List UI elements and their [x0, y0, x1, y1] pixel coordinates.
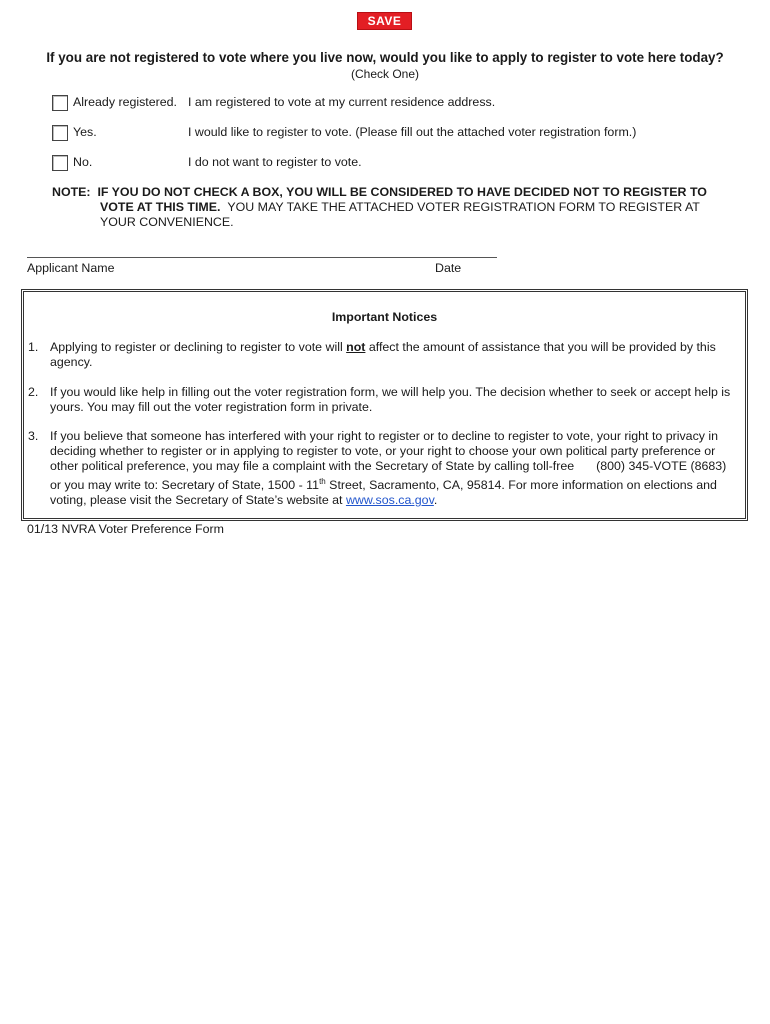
note-plain-line2: YOU MAY TAKE THE ATTACHED VOTER REGISTRATION FORM TO REGISTER AT — [227, 200, 700, 214]
option-description: I would like to register to vote. (Please fill out the attached voter registration form.) — [188, 125, 637, 139]
note-bold-line2: VOTE AT THIS TIME. — [100, 200, 221, 214]
option-description: I do not want to register to vote. — [188, 155, 362, 169]
date-label: Date — [435, 261, 462, 275]
notice-text: If you would like help in filling out the voter registration form, we will help you. The decision whether to seek or accept help is yours. You may fill out the voter registration form in private. — [50, 385, 731, 414]
notice-text — [50, 340, 740, 370]
option-label: Yes. — [73, 125, 97, 139]
applicant-name-label: Applicant Name — [27, 261, 115, 275]
notice-text-part: Applying to register or declining to register to vote will — [50, 340, 347, 354]
notice-text-part: If you believe that someone has interfered with your right to register or to decline to register to vote, your right to privacy in deciding whether to register or in applying to register to vote, or your right to choose your own political party preference or other political preference, you may file a complaint with the Secretary of State by calling toll-free — [50, 429, 719, 473]
sos-website-link[interactable]: www.sos.ca.gov — [345, 493, 434, 508]
save-button[interactable]: SAVE — [357, 12, 412, 30]
notice-emphasis: not — [346, 340, 366, 354]
ordinal-superscript: th — [319, 477, 326, 486]
note-bold-line1: IF YOU DO NOT CHECK A BOX, YOU WILL BE CONSIDERED TO HAVE DECIDED NOT TO REGISTER TO — [97, 185, 707, 199]
signature-line — [27, 257, 497, 258]
notice-item-3 — [28, 429, 740, 508]
option-label: Already registered. — [73, 95, 177, 109]
already-registered-checkbox[interactable] — [52, 95, 68, 111]
option-label: No. — [73, 155, 93, 169]
notice-number: 2. — [28, 385, 39, 399]
note-plain-line3: YOUR CONVENIENCE. — [100, 215, 234, 229]
form-footer: 01/13 NVRA Voter Preference Form — [27, 522, 224, 536]
important-notices-title: Important Notices — [331, 310, 438, 324]
notice-text-part: affect the amount of assistance that you will be provided by this agency. — [50, 340, 716, 369]
note-paragraph — [52, 185, 742, 230]
note-prefix: NOTE: — [52, 185, 91, 199]
notice-text-part: . — [433, 493, 438, 508]
notice-text-part: Street, Sacramento, CA, 95814. For more information on elections and voting, please visit the Secretary of State’s website at — [50, 478, 717, 508]
phone-number: (800) 345-VOTE (8683) — [596, 459, 727, 473]
notice-number: 1. — [28, 340, 39, 354]
notice-text — [50, 429, 740, 508]
no-checkbox[interactable] — [52, 155, 68, 171]
yes-checkbox[interactable] — [52, 125, 68, 141]
notice-text-part: or you may write to: Secretary of State, 1500 - 11 — [50, 478, 320, 493]
notice-number: 3. — [28, 429, 39, 443]
option-description: I am registered to vote at my current residence address. — [188, 95, 496, 109]
check-one-instruction: (Check One) — [350, 67, 420, 81]
voter-registration-question: If you are not registered to vote where you live now, would you like to apply to register to vote here today? — [46, 50, 724, 65]
notice-item-1 — [28, 340, 740, 370]
notice-item-2 — [28, 385, 740, 415]
